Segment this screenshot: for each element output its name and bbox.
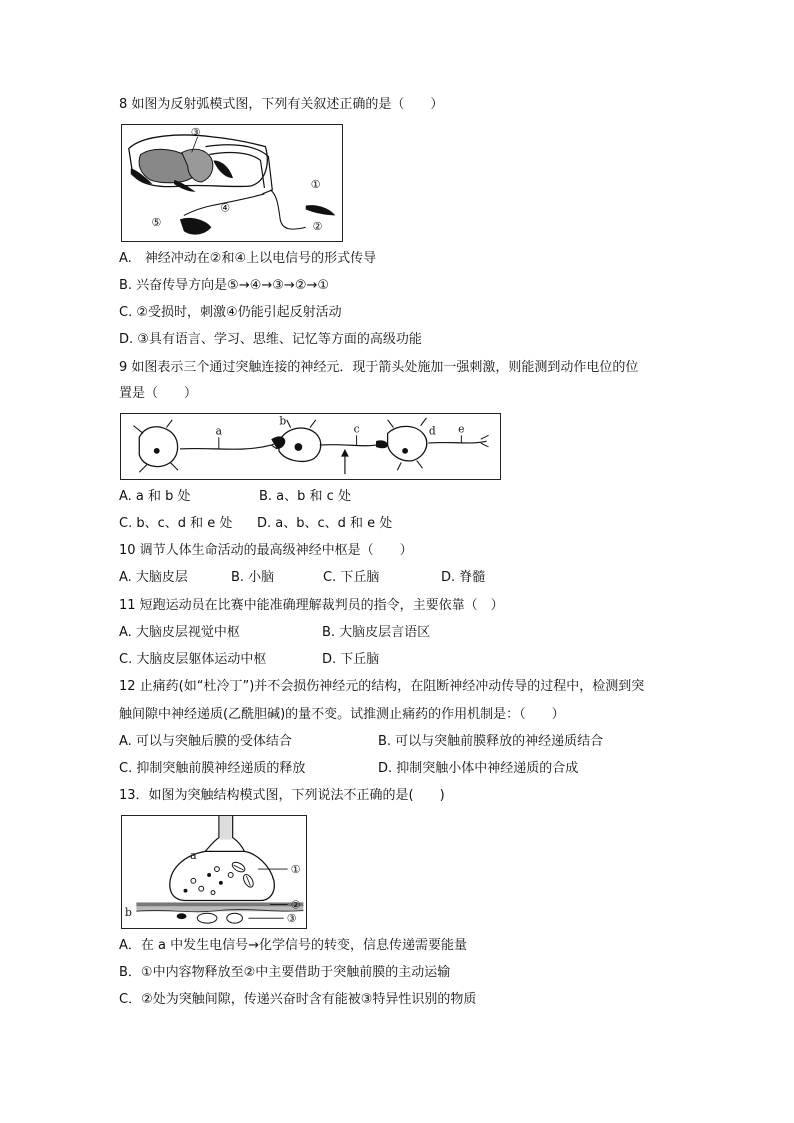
q13-stem: 13．如图为突触结构模式图，下列说法不正确的是( ) [119, 788, 445, 803]
q9-label-b: b [279, 414, 287, 428]
q8-label-1: ① [310, 177, 321, 191]
q9-label-a: a [215, 424, 223, 438]
q9-option-a: A. a 和 b 处 [119, 489, 191, 504]
q8-label-3: ③ [190, 125, 201, 139]
q12-stem-line2: 触间隙中神经递质(乙酰胆碱)的量不变。试推测止痛药的作用机制是：（ ） [119, 707, 565, 722]
q8-label-5: ⑤ [151, 216, 162, 230]
q13-label-3: ③ [286, 912, 297, 926]
q8-option-b: B. 兴奋传导方向是⑤→④→③→②→① [119, 278, 330, 293]
q13-label-2: ② [290, 898, 301, 912]
q12-option-c: C. 抑制突触前膜神经递质的释放 [119, 761, 306, 776]
q10-option-c: C. 下丘脑 [323, 570, 380, 585]
q12-stem-line1: 12 止痛药(如“杜冷丁”)并不会损伤神经元的结构，在阻断神经冲动传导的过程中，检测到突 [119, 679, 645, 694]
q8-label-2: ② [312, 220, 323, 234]
q8-stem: 8 如图为反射弧模式图，下列有关叙述正确的是（ ） [119, 97, 444, 112]
q11-option-d: D. 下丘脑 [322, 652, 380, 667]
q13-option-b: B．①中内容物释放至②中主要借助于突触前膜的主动运输 [119, 965, 451, 980]
q9-label-e: e [458, 422, 465, 436]
q11-stem: 11 短跑运动员在比赛中能准确理解裁判员的指令，主要依靠（ ） [119, 598, 504, 613]
q9-option-c: C. b、c、d 和 e 处 [119, 516, 233, 531]
q8-option-c: C. ②受损时，刺激④仍能引起反射活动 [119, 305, 342, 320]
q9-stem-line2: 置是（ ） [119, 386, 198, 401]
neurons-figure [120, 413, 501, 480]
q11-option-a: A. 大脑皮层视觉中枢 [119, 625, 240, 640]
q9-option-b: B. a、b 和 c 处 [259, 489, 351, 504]
q12-option-a: A. 可以与突触后膜的受体结合 [119, 734, 292, 749]
synapse-figure [121, 815, 307, 929]
q13-label-b: b [125, 906, 132, 920]
q8-label-4: ④ [220, 201, 230, 215]
q9-option-d: D. a、b、c、d 和 e 处 [257, 516, 393, 531]
q12-option-d: D. 抑制突触小体中神经递质的合成 [378, 761, 579, 776]
q10-option-b: B. 小脑 [231, 570, 275, 585]
q10-option-a: A. 大脑皮层 [119, 570, 188, 585]
q13-label-1: ① [290, 862, 301, 876]
q11-option-b: B. 大脑皮层言语区 [322, 625, 431, 640]
q12-option-b: B. 可以与突触前膜释放的神经递质结合 [378, 734, 604, 749]
q13-option-c: C．②处为突触间隙，传递兴奋时含有能被③特异性识别的物质 [119, 992, 477, 1007]
q10-option-d: D. 脊髓 [441, 570, 486, 585]
q13-option-a: A．在 a 中发生电信号→化学信号的转变，信息传递需要能量 [119, 938, 468, 953]
q9-stem-line1: 9 如图表示三个通过突触连接的神经元．现于箭头处施加一强刺激，则能测到动作电位的位 [119, 360, 639, 375]
q8-option-a: A. 神经冲动在②和④上以电信号的形式传导 [119, 251, 377, 266]
q8-option-d: D. ③具有语言、学习、思维、记忆等方面的高级功能 [119, 332, 422, 347]
q13-label-a: a [190, 849, 197, 863]
q9-label-d: d [428, 424, 436, 438]
reflex-arc-figure [121, 124, 343, 242]
q10-stem: 10 调节人体生命活动的最高级神经中枢是（ ） [119, 543, 413, 558]
q9-label-c: c [353, 422, 360, 436]
q11-option-c: C. 大脑皮层躯体运动中枢 [119, 652, 267, 667]
